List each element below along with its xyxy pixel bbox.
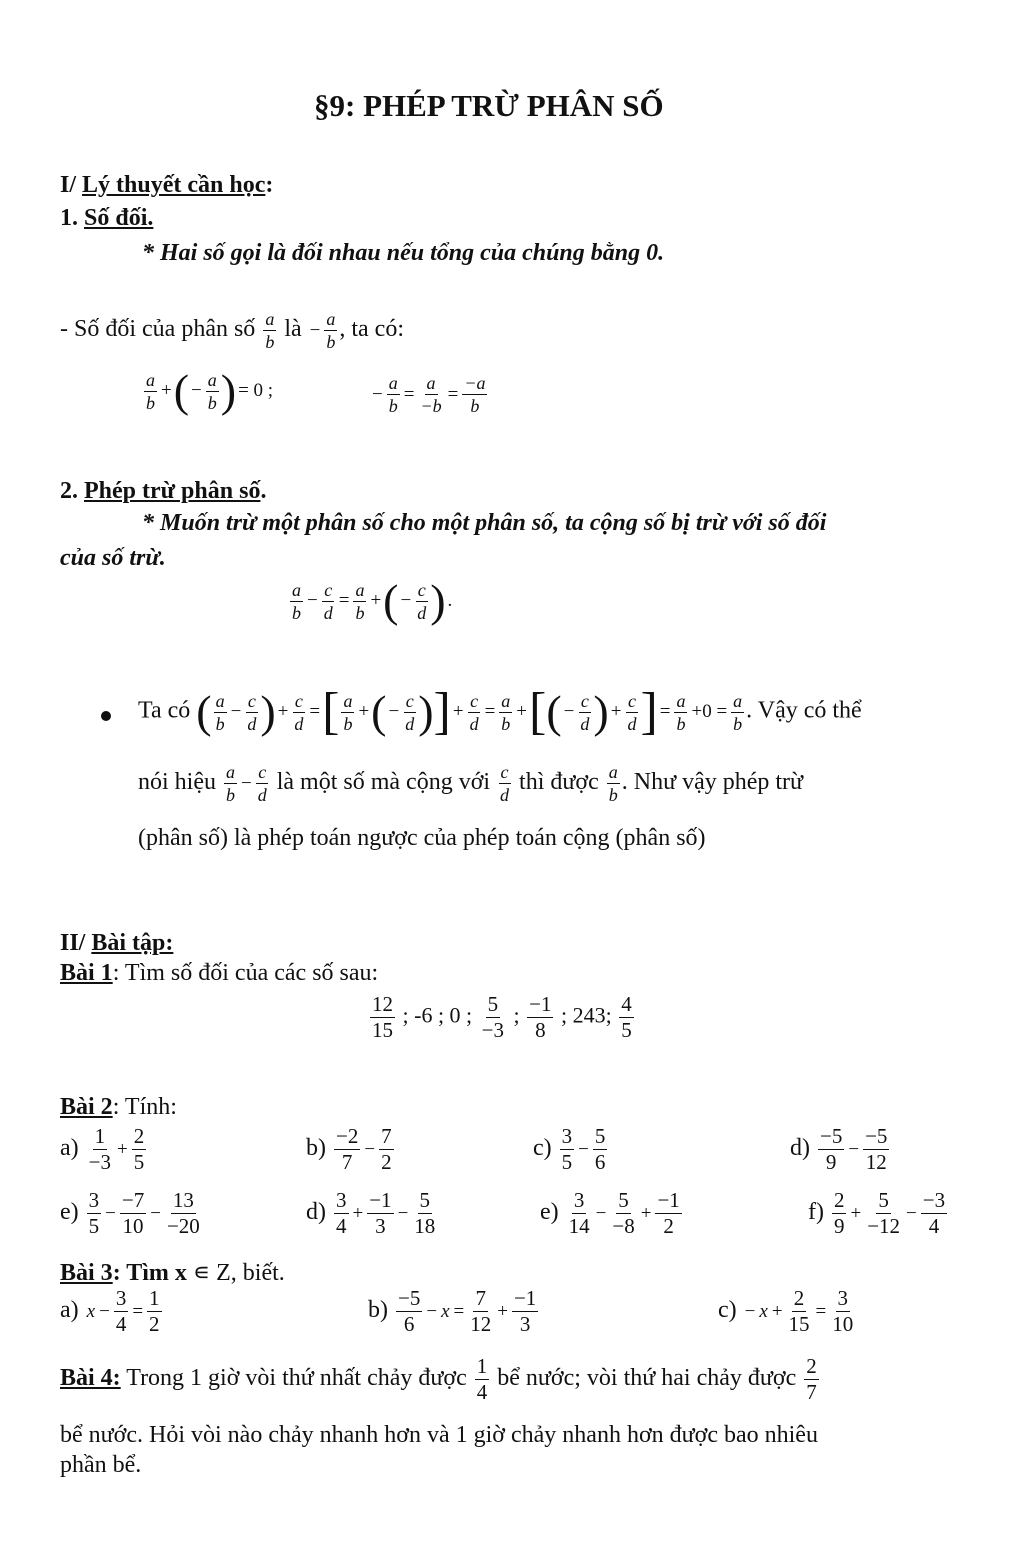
subsection-2-heading	[60, 478, 266, 505]
exercise-2d: d) $\frac{-5}{9}$ − $\frac{-5}{12}$	[790, 1124, 888, 1174]
section-2-title: Bài tập:	[91, 930, 174, 956]
exercise-2e-second: e) $\frac{3}{14}$ − $\frac{5}{-8}$ + $\frac{-1}{2}$	[540, 1188, 680, 1238]
exercise-4-line-3: phần bể.	[60, 1452, 142, 1478]
exercise-1-prompt	[60, 960, 378, 987]
exercise-2c: c) $\frac{3}{5}$ − $\frac{5}{6}$	[533, 1124, 606, 1174]
exercise-2e: e) $\frac{3}{5}$ − $\frac{-7}{10}$ − $\frac{13}{-20}$	[60, 1188, 200, 1238]
exercise-4-text-a: Trong 1 giờ vòi thứ nhất chảy được	[126, 1365, 467, 1392]
page-title: §9: PHÉP TRỪ PHÂN SỐ	[314, 88, 664, 123]
exercise-3a: a) x − $\frac{3}{4}$ = $\frac{1}{2}$	[60, 1286, 160, 1336]
proof-line-3: (phân số) là phép toán ngược của phép toán cộng (phân số)	[138, 825, 706, 851]
item-label: c)	[533, 1135, 552, 1162]
exercise-4-label: Bài 4:	[60, 1365, 121, 1392]
bullet-point	[101, 711, 111, 721]
section-1-prefix: I/	[60, 172, 83, 198]
fraction-a-over-b: $\frac{a}{b}$	[326, 309, 336, 352]
proof-text-nhu-vay: . Như vậy phép trừ	[621, 769, 804, 796]
formula-sum-opposite: $\frac{a}{b}$ +( − $\frac{a}{b}$ ) = 0 ;	[146, 365, 274, 416]
exercise-4-line-1: Bài 4: Trong 1 giờ vòi thứ nhất chảy được $\frac{1}{4}$ bể nước; vòi thứ hai chảy được $\frac{2}{7}$	[60, 1354, 817, 1404]
exercise-3c: c) − x + $\frac{2}{15}$ = $\frac{3}{10}$	[718, 1286, 854, 1336]
item-label: f)	[808, 1199, 824, 1226]
exercise-1-label: Bài 1	[60, 960, 113, 986]
fraction-a-over-b: $\frac{a}{b}$	[265, 309, 275, 352]
subsection-1-number: 1.	[60, 205, 84, 231]
opp-intro-text-3: , ta có:	[339, 316, 404, 343]
exercise-1-item-group-1: ; -6 ; 0 ;	[402, 1002, 473, 1028]
formula-subtraction-rule: $\frac{a}{b}$ − $\frac{c}{d}$ = $\frac{a}{b}$ +( − $\frac{c}{d}$ ) .	[292, 575, 453, 626]
subsection-2-title: Phép trừ phân số	[84, 478, 261, 504]
item-label: d)	[306, 1199, 326, 1226]
exercise-1-numbers: $\frac{12}{15}$ ; -6 ; 0 ; $\frac{5}{-3}$ ; $\frac{-1}{8}$ ; 243; $\frac{4}{5}$	[372, 992, 632, 1042]
proof-text-cong-voi: là một số mà cộng với	[276, 769, 491, 796]
exercise-3-text-a: : Tìm x	[112, 1260, 187, 1286]
proof-text-thi-duoc: thì được	[519, 769, 599, 796]
opp-intro-text: - Số đối của phân số	[60, 316, 256, 343]
exercise-2-prompt	[60, 1094, 177, 1121]
subtraction-rule-line-2: của số trừ.	[60, 545, 166, 571]
subtraction-rule-line-1: * Muốn trừ một phân số cho một phân số, ta cộng số bị trừ với số đối	[142, 510, 827, 536]
exercise-2-text: : Tính:	[112, 1094, 177, 1120]
section-2-heading	[60, 930, 173, 957]
item-label: a)	[60, 1297, 79, 1324]
section-1-heading	[60, 172, 273, 199]
exercise-3-label: Bài 3	[60, 1260, 113, 1286]
section-2-prefix: II/	[60, 930, 92, 956]
exercise-3-text-b: ∊ Z, biết.	[192, 1260, 285, 1286]
item-label: b)	[306, 1135, 326, 1162]
exercise-1-item-group-2: ; 243;	[560, 1002, 612, 1028]
item-label: b)	[368, 1297, 388, 1324]
section-1-title: Lý thuyết cần học	[82, 172, 266, 198]
proof-text-vay: . Vậy có thể	[746, 697, 862, 724]
formula-negation-equivalence: − $\frac{a}{b}$ = $\frac{a}{-b}$ = $\frac{-a}{b}$	[372, 373, 486, 416]
subsection-1-title: Số đối.	[84, 205, 154, 231]
section-1-suffix: :	[265, 172, 274, 198]
exercise-4-text-b: bể nước; vòi thứ hai chảy được	[497, 1365, 797, 1392]
exercise-2b: b) $\frac{-2}{7}$ − $\frac{7}{2}$	[306, 1124, 392, 1174]
exercise-1-text: : Tìm số đối của các số sau:	[112, 960, 379, 986]
subsection-1-heading	[60, 205, 153, 232]
opp-intro-text-2: là	[284, 316, 302, 343]
opposite-fraction-statement: - Số đối của phân số $\frac{a}{b}$ là − $\frac{a}{b}$ , ta có:	[60, 309, 404, 352]
exercise-2a: a) $\frac{1}{-3}$ + $\frac{2}{5}$	[60, 1124, 145, 1174]
exercise-2-label: Bài 2	[60, 1094, 113, 1120]
exercise-3b: b) $\frac{-5}{6}$ − x = $\frac{7}{12}$ + $\frac{-1}{3}$	[368, 1286, 537, 1336]
subsection-2-dot: .	[260, 478, 267, 504]
item-label: d)	[790, 1135, 810, 1162]
item-label: a)	[60, 1135, 79, 1162]
proof-line-1: Ta có ( $\frac{a}{b}$ − $\frac{c}{d}$ ) + $\frac{c}{d}$ =[ $\frac{a}{b}$ +( − $\frac{c}{d}$ )] + $\frac{c}{d}$ = $\frac{a}{b}$ +[( − $\frac{c}{d}$ ) + $\frac{c}{d}$ ] = $\frac{a}{b}$ +0 = $\frac{a}{b}$ . Vậy có thể	[138, 683, 862, 740]
proof-line-2: nói hiệu $\frac{a}{b}$ − $\frac{c}{d}$ là một số mà cộng với $\frac{c}{d}$ thì được $\frac{a}{b}$ . Như vậy phép trừ	[138, 762, 804, 805]
item-label: c)	[718, 1297, 737, 1324]
exercise-1-item-sep: ;	[513, 1002, 520, 1028]
exercise-3-prompt	[60, 1258, 285, 1287]
exercise-2d-second: d) $\frac{3}{4}$ + $\frac{-1}{3}$ − $\frac{5}{18}$	[306, 1188, 436, 1238]
item-label: e)	[60, 1199, 79, 1226]
exercise-2f: f) $\frac{2}{9}$ + $\frac{5}{-12}$ − $\frac{-3}{4}$	[808, 1188, 946, 1238]
opposite-number-definition: * Hai số gọi là đối nhau nếu tổng của chúng bằng 0.	[142, 240, 665, 266]
subsection-2-number: 2.	[60, 478, 84, 504]
proof-text-noi-hieu: nói hiệu	[138, 769, 216, 796]
exercise-4-line-2: bể nước. Hỏi vòi nào chảy nhanh hơn và 1 giờ chảy nhanh hơn được bao nhiêu	[60, 1422, 818, 1448]
item-label: e)	[540, 1199, 559, 1226]
proof-text-ta-co: Ta có	[138, 697, 191, 724]
